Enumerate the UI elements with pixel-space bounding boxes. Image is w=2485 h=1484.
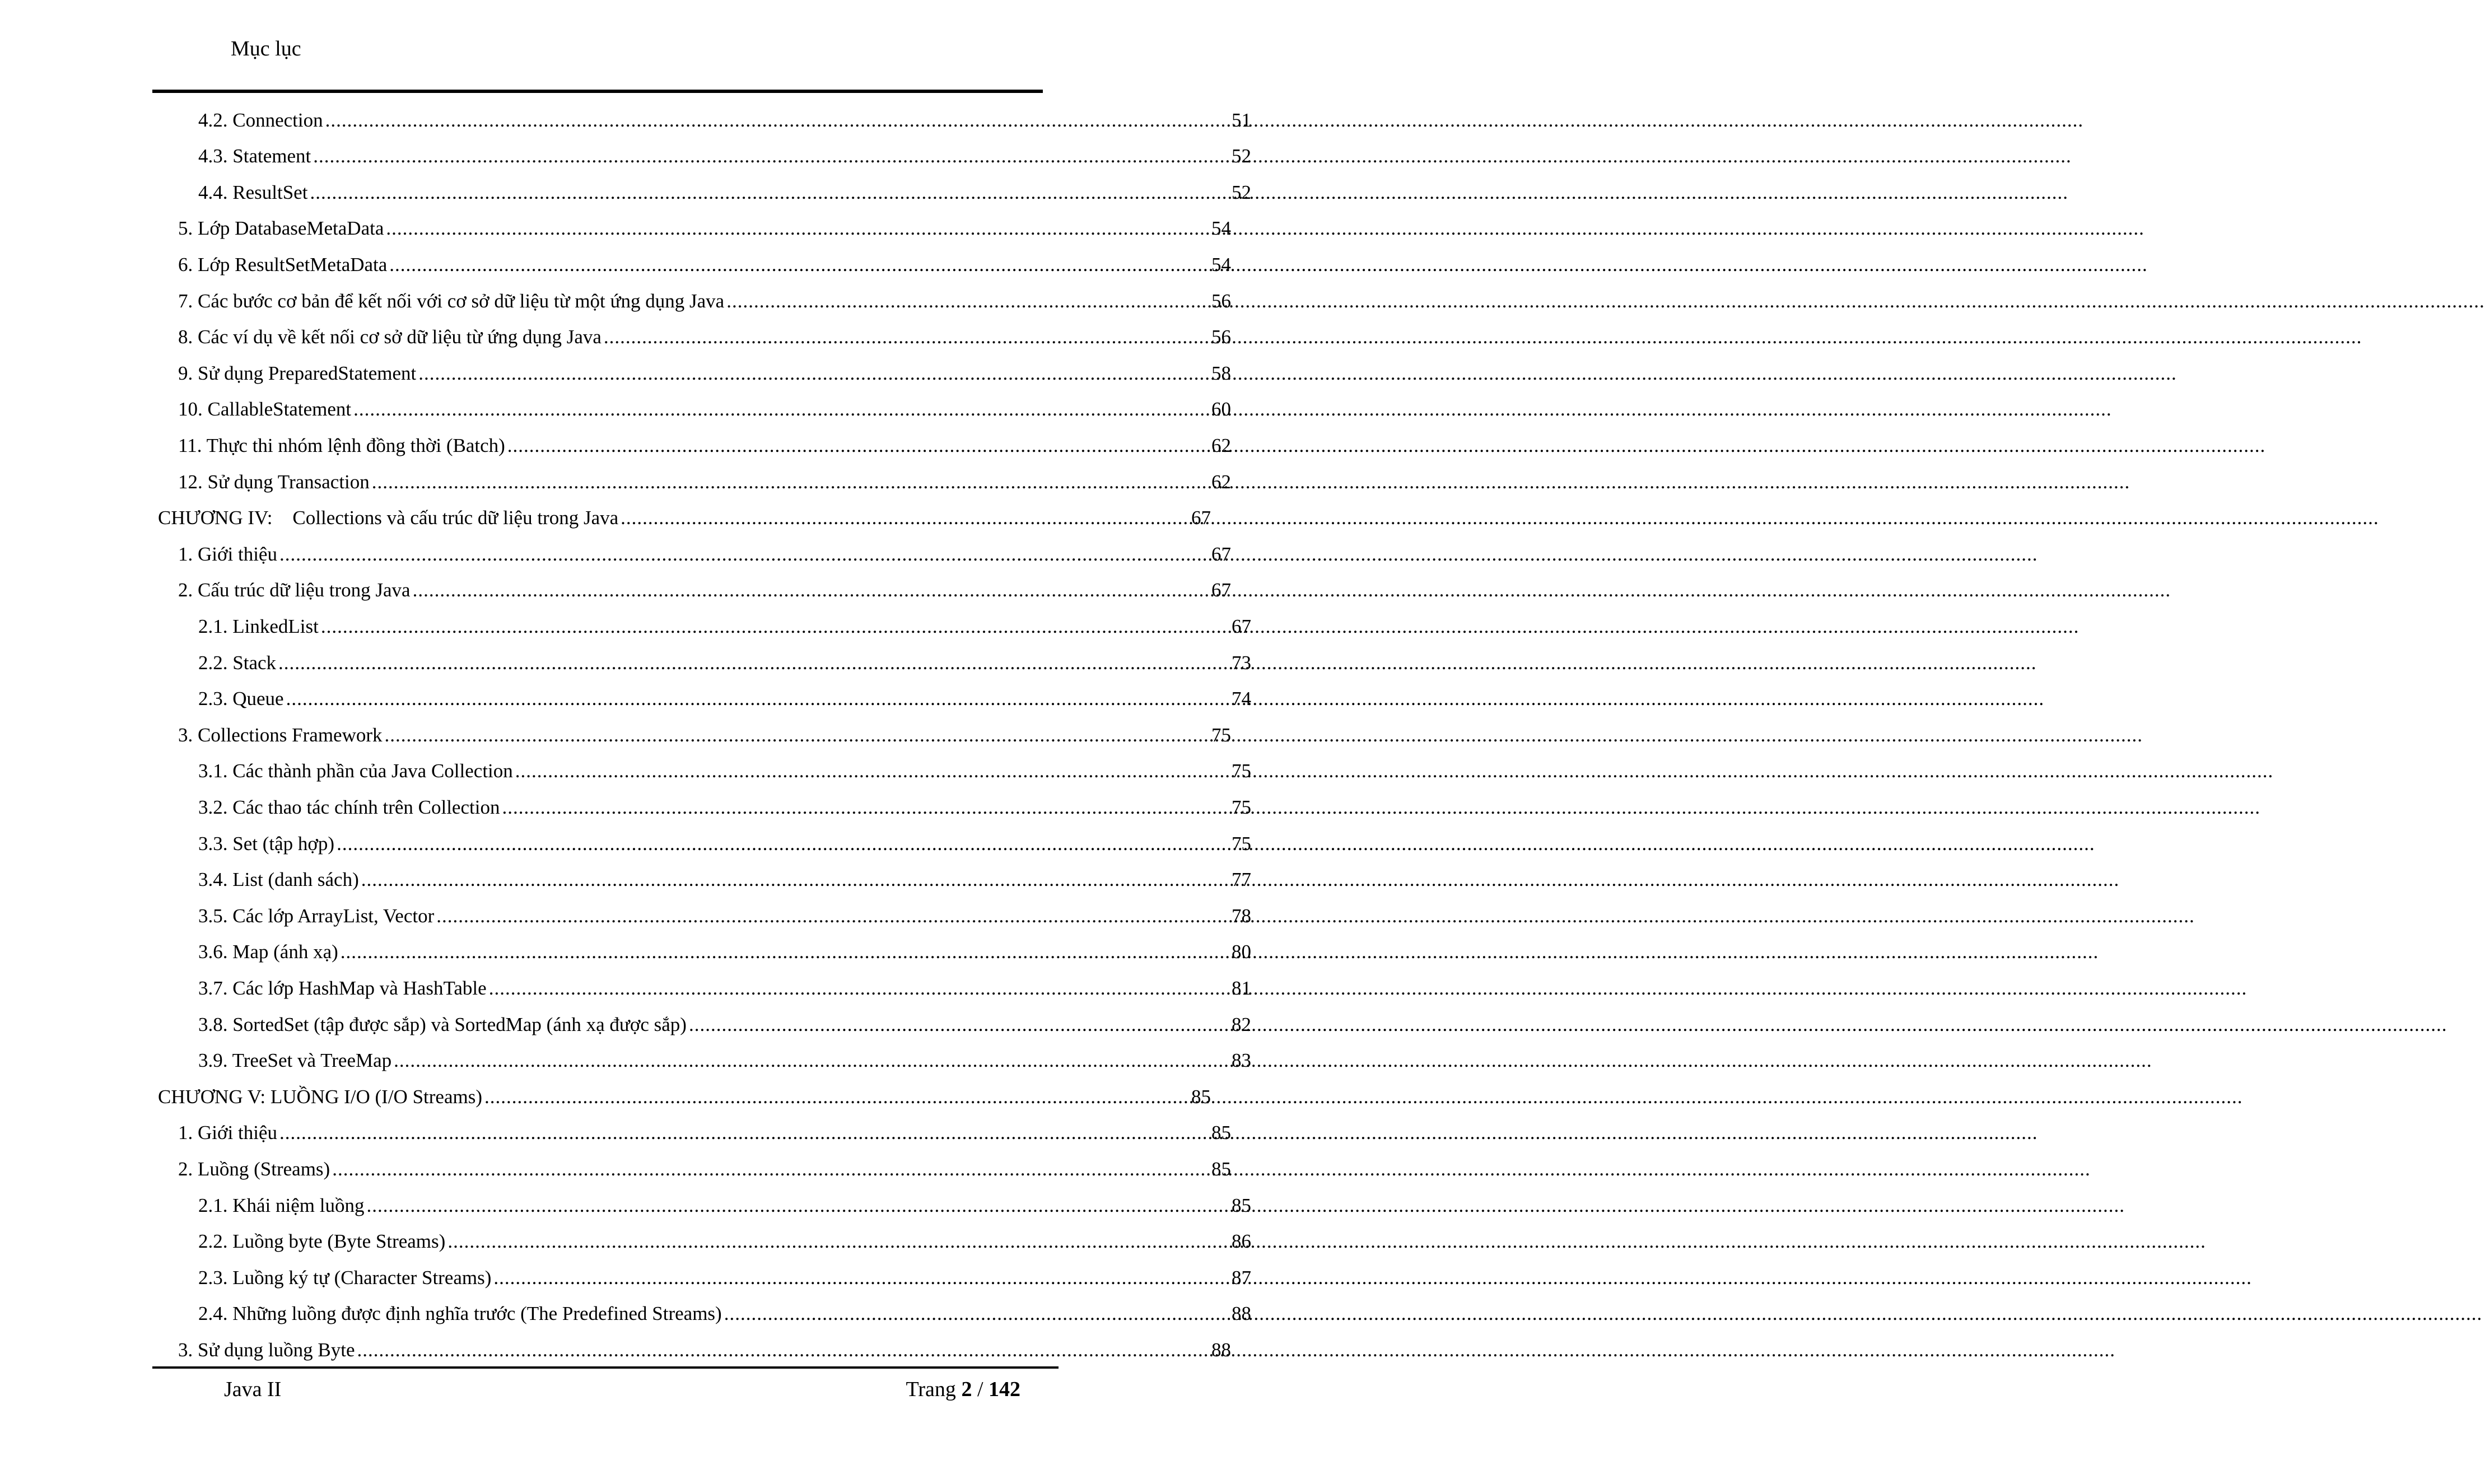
toc-entry-label bbox=[198, 617, 321, 636]
toc-entry[interactable] bbox=[0, 355, 1231, 391]
toc-entry-label-text: 3.3. Set (tập hợp) bbox=[198, 832, 335, 855]
toc-entry-label bbox=[198, 1231, 447, 1251]
toc-entry-page: 60 bbox=[1211, 398, 1231, 421]
toc-leader-dots bbox=[353, 399, 1210, 419]
toc-entry[interactable] bbox=[0, 572, 1231, 608]
toc-entry-label bbox=[178, 218, 386, 238]
toc-entry[interactable] bbox=[0, 174, 1251, 210]
toc-entry-page: 54 bbox=[1211, 253, 1231, 276]
toc-entry-page: 82 bbox=[1232, 1013, 1251, 1035]
toc-entry[interactable] bbox=[0, 1115, 1231, 1151]
toc-leader-dots bbox=[436, 906, 1230, 926]
total-pages: 142 bbox=[989, 1378, 1020, 1401]
footer-course-title: Java II bbox=[224, 1378, 282, 1401]
toc-leader-dots bbox=[361, 870, 1230, 889]
toc-entry[interactable] bbox=[0, 753, 1251, 789]
toc-entry[interactable] bbox=[0, 1006, 1251, 1042]
footer-divider bbox=[152, 1366, 1059, 1369]
toc-entry[interactable] bbox=[0, 427, 1231, 463]
toc-leader-dots bbox=[689, 1015, 1230, 1034]
toc-entry-label bbox=[198, 761, 515, 781]
toc-leader-dots bbox=[286, 689, 1230, 708]
toc-entry-label bbox=[178, 255, 389, 274]
toc-entry-page: 58 bbox=[1211, 362, 1231, 384]
toc-entry-label-text: 3. Collections Framework bbox=[178, 724, 383, 746]
toc-leader-dots bbox=[278, 653, 1230, 673]
toc-entry-page: 56 bbox=[1211, 290, 1231, 312]
toc-entry-page: 77 bbox=[1232, 869, 1251, 891]
toc-entry-label-text: 2.3. Luồng ký tự (Character Streams) bbox=[198, 1266, 492, 1289]
toc-entry-page: 85 bbox=[1232, 1194, 1251, 1216]
toc-entry-label-text: 2. Luồng (Streams) bbox=[178, 1158, 330, 1180]
toc-leader-dots bbox=[507, 436, 1210, 455]
toc-entry-page: 74 bbox=[1232, 688, 1251, 710]
toc-entry-page: 56 bbox=[1211, 326, 1231, 348]
toc-entry-page: 75 bbox=[1232, 796, 1251, 818]
toc-entry-label-text: 3.9. TreeSet và TreeMap bbox=[198, 1049, 392, 1072]
toc-leader-dots bbox=[502, 797, 1230, 817]
toc-leader-dots bbox=[418, 363, 1210, 383]
toc-entry-page: 73 bbox=[1232, 651, 1251, 674]
toc-entry[interactable] bbox=[0, 1079, 1211, 1114]
toc-leader-dots bbox=[367, 1196, 1231, 1215]
toc-entry-page: 83 bbox=[1232, 1049, 1251, 1072]
toc-entry-label bbox=[198, 870, 361, 889]
toc-entry[interactable] bbox=[0, 681, 1251, 717]
toc-entry-label-title: Collections và cấu trúc dữ liệu trong Java bbox=[292, 507, 619, 529]
toc-leader-dots bbox=[279, 544, 1210, 564]
toc-entry[interactable] bbox=[0, 789, 1251, 825]
toc-entry-label bbox=[178, 399, 353, 419]
toc-entry-label bbox=[178, 725, 385, 745]
toc-entry[interactable] bbox=[0, 391, 1231, 427]
footer-page-number bbox=[906, 1379, 1020, 1400]
toc-entry-label-text: 2.2. Stack bbox=[198, 651, 277, 674]
toc-entry-label bbox=[198, 942, 341, 962]
toc-entry-page: 62 bbox=[1211, 434, 1231, 456]
toc-entry-page: 75 bbox=[1232, 832, 1251, 855]
toc-leader-dots bbox=[341, 942, 1230, 962]
toc-entry[interactable] bbox=[0, 319, 1231, 355]
toc-entry-label bbox=[178, 544, 279, 564]
toc-entry-label-text: 3.4. List (danh sách) bbox=[198, 869, 359, 891]
toc-entry[interactable] bbox=[0, 1187, 1251, 1223]
toc-entry-label bbox=[198, 183, 310, 202]
toc-entry-label-text: 11. Thực thi nhóm lệnh đồng thời (Batch) bbox=[178, 434, 505, 456]
toc-leader-dots bbox=[332, 1159, 1210, 1179]
toc-entry-label-text: 12. Sử dụng Transaction bbox=[178, 470, 370, 493]
toc-leader-dots bbox=[313, 146, 1230, 166]
toc-entry[interactable] bbox=[0, 138, 1251, 174]
toc-entry-label bbox=[178, 1123, 279, 1142]
toc-entry-label-text: 4.2. Connection bbox=[198, 109, 323, 131]
toc-leader-dots bbox=[413, 580, 1210, 600]
toc-entry-page: 52 bbox=[1232, 145, 1251, 167]
toc-entry-label bbox=[158, 508, 621, 528]
toc-entry-page: 67 bbox=[1211, 543, 1231, 565]
toc-entry-label-text: 3.7. Các lớp HashMap và HashTable bbox=[198, 977, 487, 999]
toc-leader-dots bbox=[489, 978, 1230, 998]
toc-leader-dots bbox=[357, 1340, 1210, 1360]
toc-entry-label-text: 5. Lớp DatabaseMetaData bbox=[178, 217, 384, 240]
toc-entry[interactable] bbox=[0, 934, 1251, 970]
toc-entry-page: 85 bbox=[1211, 1122, 1231, 1144]
toc-leader-dots bbox=[325, 110, 1230, 130]
toc-entry-label-text: 3.5. Các lớp ArrayList, Vector bbox=[198, 904, 435, 927]
toc-entry[interactable] bbox=[0, 464, 1231, 500]
toc-leader-dots bbox=[621, 508, 1190, 528]
toc-entry-label-text: 3.2. Các thao tác chính trên Collection bbox=[198, 796, 500, 818]
toc-entry-label bbox=[198, 1196, 367, 1215]
toc-entry-page: 88 bbox=[1211, 1338, 1231, 1361]
toc-entry-page: 87 bbox=[1232, 1266, 1251, 1289]
toc-entry-page: 52 bbox=[1232, 181, 1251, 203]
toc-entry-label bbox=[178, 291, 726, 311]
toc-entry-label bbox=[198, 146, 313, 166]
toc-leader-dots bbox=[279, 1123, 1210, 1142]
toc-entry-label bbox=[198, 689, 286, 708]
page-prefix: Trang bbox=[906, 1378, 956, 1401]
toc-entry-label bbox=[198, 906, 436, 926]
toc-leader-dots bbox=[321, 617, 1230, 636]
toc-entry-label bbox=[178, 580, 413, 600]
toc-entry[interactable] bbox=[0, 970, 1251, 1006]
toc-entry-label bbox=[178, 327, 604, 347]
toc-entry-label bbox=[198, 1268, 493, 1287]
toc-entry[interactable] bbox=[0, 536, 1231, 572]
toc-entry-label bbox=[198, 834, 337, 853]
toc-entry-label bbox=[178, 363, 418, 383]
toc-entry-label-text: 2.2. Luồng byte (Byte Streams) bbox=[198, 1230, 446, 1253]
toc-leader-dots bbox=[515, 761, 1230, 781]
toc-entry-page: 78 bbox=[1232, 904, 1251, 927]
toc-entry[interactable] bbox=[0, 862, 1251, 898]
toc-entry[interactable] bbox=[0, 608, 1251, 644]
toc-entry-label-text: CHƯƠNG V: LUỒNG I/O (I/O Streams) bbox=[158, 1085, 482, 1108]
toc-entry[interactable] bbox=[0, 1224, 1251, 1259]
toc-entry[interactable] bbox=[0, 211, 1231, 246]
toc-entry-label-text: 8. Các ví dụ về kết nối cơ sở dữ liệu từ ứng dụng Java bbox=[178, 326, 602, 348]
toc-entry-page: 85 bbox=[1211, 1158, 1231, 1180]
toc-entry-label-text: 2.4. Những luồng được định nghĩa trước (The Predefined Streams) bbox=[198, 1303, 722, 1325]
toc-entry-label bbox=[178, 1340, 357, 1360]
toc-entry-label-text: 10. CallableStatement bbox=[178, 398, 352, 421]
toc-entry-label-text: 3.6. Map (ánh xạ) bbox=[198, 941, 338, 963]
toc-entry[interactable] bbox=[0, 825, 1251, 861]
toc-entry[interactable] bbox=[0, 898, 1251, 934]
toc-entry-label-text: 6. Lớp ResultSetMetaData bbox=[178, 253, 388, 276]
toc-entry-label bbox=[198, 1015, 689, 1034]
toc-entry[interactable] bbox=[0, 1151, 1231, 1187]
toc-entry-page: 81 bbox=[1232, 977, 1251, 999]
toc-entry[interactable] bbox=[0, 283, 1231, 319]
toc-entry-label-text: CHƯƠNG IV: bbox=[158, 507, 273, 529]
toc-entry-label bbox=[198, 1304, 724, 1323]
toc-entry[interactable] bbox=[0, 102, 1251, 138]
toc-entry-label-text: 3.1. Các thành phần của Java Collection bbox=[198, 760, 513, 782]
toc-entry-page: 75 bbox=[1211, 724, 1231, 746]
toc-entry-label bbox=[198, 110, 325, 130]
toc-leader-dots bbox=[726, 291, 1210, 311]
toc-leader-dots bbox=[724, 1304, 1230, 1323]
toc-entry[interactable] bbox=[0, 1043, 1251, 1079]
toc-leader-dots bbox=[310, 183, 1230, 202]
toc-entry-label bbox=[198, 797, 502, 817]
toc-leader-dots bbox=[386, 218, 1210, 238]
toc-entry[interactable] bbox=[0, 500, 1211, 536]
toc-entry-label-text: 9. Sử dụng PreparedStatement bbox=[178, 362, 417, 384]
toc-entry[interactable] bbox=[0, 645, 1251, 680]
toc-entry[interactable] bbox=[0, 1332, 1231, 1368]
toc-entry-label-text: 3.8. SortedSet (tập được sắp) và SortedMap (ánh xạ được sắp) bbox=[198, 1013, 687, 1035]
current-page: 2 bbox=[961, 1378, 972, 1401]
toc-entry-label bbox=[198, 1051, 394, 1070]
toc-entry-page: 54 bbox=[1211, 217, 1231, 240]
toc-entry[interactable] bbox=[0, 1259, 1251, 1295]
toc-entry-page: 67 bbox=[1232, 615, 1251, 637]
toc-leader-dots bbox=[385, 725, 1210, 745]
toc-leader-dots bbox=[484, 1087, 1190, 1107]
header-divider bbox=[152, 90, 1043, 93]
toc-entry-page: 67 bbox=[1211, 579, 1231, 601]
toc-leader-dots bbox=[394, 1051, 1230, 1070]
toc-entry-label-text: 4.4. ResultSet bbox=[198, 181, 308, 203]
toc-leader-dots bbox=[337, 834, 1230, 853]
toc-entry-label-text: 2. Cấu trúc dữ liệu trong Java bbox=[178, 579, 411, 601]
toc-entry[interactable] bbox=[0, 1296, 1251, 1332]
toc-entry-label-text: 2.1. LinkedList bbox=[198, 615, 319, 637]
page-header-title: Mục lục bbox=[231, 37, 301, 60]
toc-leader-dots bbox=[389, 255, 1210, 274]
toc-leader-dots bbox=[493, 1268, 1230, 1287]
page-separator: / bbox=[977, 1378, 983, 1401]
toc-entry-label bbox=[178, 472, 372, 492]
toc-entry-page: 80 bbox=[1232, 941, 1251, 963]
toc-entry-label-text: 1. Giới thiệu bbox=[178, 1122, 277, 1144]
toc-entry-page: 67 bbox=[1191, 507, 1211, 529]
toc-entry-page: 62 bbox=[1211, 470, 1231, 493]
toc-entry-label-text: 4.3. Statement bbox=[198, 145, 311, 167]
toc-entry-page: 88 bbox=[1232, 1303, 1251, 1325]
toc-entry[interactable] bbox=[0, 717, 1231, 753]
toc-entry-page: 51 bbox=[1232, 109, 1251, 131]
toc-entry-label bbox=[178, 1159, 332, 1179]
toc-entry-page: 86 bbox=[1232, 1230, 1251, 1253]
toc-entry-label-text: 7. Các bước cơ bản để kết nối với cơ sở dữ liệu từ một ứng dụng Java bbox=[178, 290, 725, 312]
toc-leader-dots bbox=[447, 1231, 1230, 1251]
toc-entry[interactable] bbox=[0, 246, 1231, 282]
toc-entry-label-text: 2.1. Khái niệm luồng bbox=[198, 1194, 365, 1216]
toc-entry-label bbox=[178, 436, 507, 455]
toc-leader-dots bbox=[604, 327, 1210, 347]
toc-entry-label-text: 2.3. Queue bbox=[198, 688, 284, 710]
toc-entry-label bbox=[198, 653, 278, 673]
toc-entry-label bbox=[158, 1087, 484, 1107]
toc-leader-dots bbox=[372, 472, 1210, 492]
toc-entry-page: 85 bbox=[1191, 1085, 1211, 1108]
toc-entry-label bbox=[198, 978, 489, 998]
toc-entry-label-text: 1. Giới thiệu bbox=[178, 543, 277, 565]
toc-entry-page: 75 bbox=[1232, 760, 1251, 782]
toc-entry-label-text: 3. Sử dụng luồng Byte bbox=[178, 1338, 355, 1361]
